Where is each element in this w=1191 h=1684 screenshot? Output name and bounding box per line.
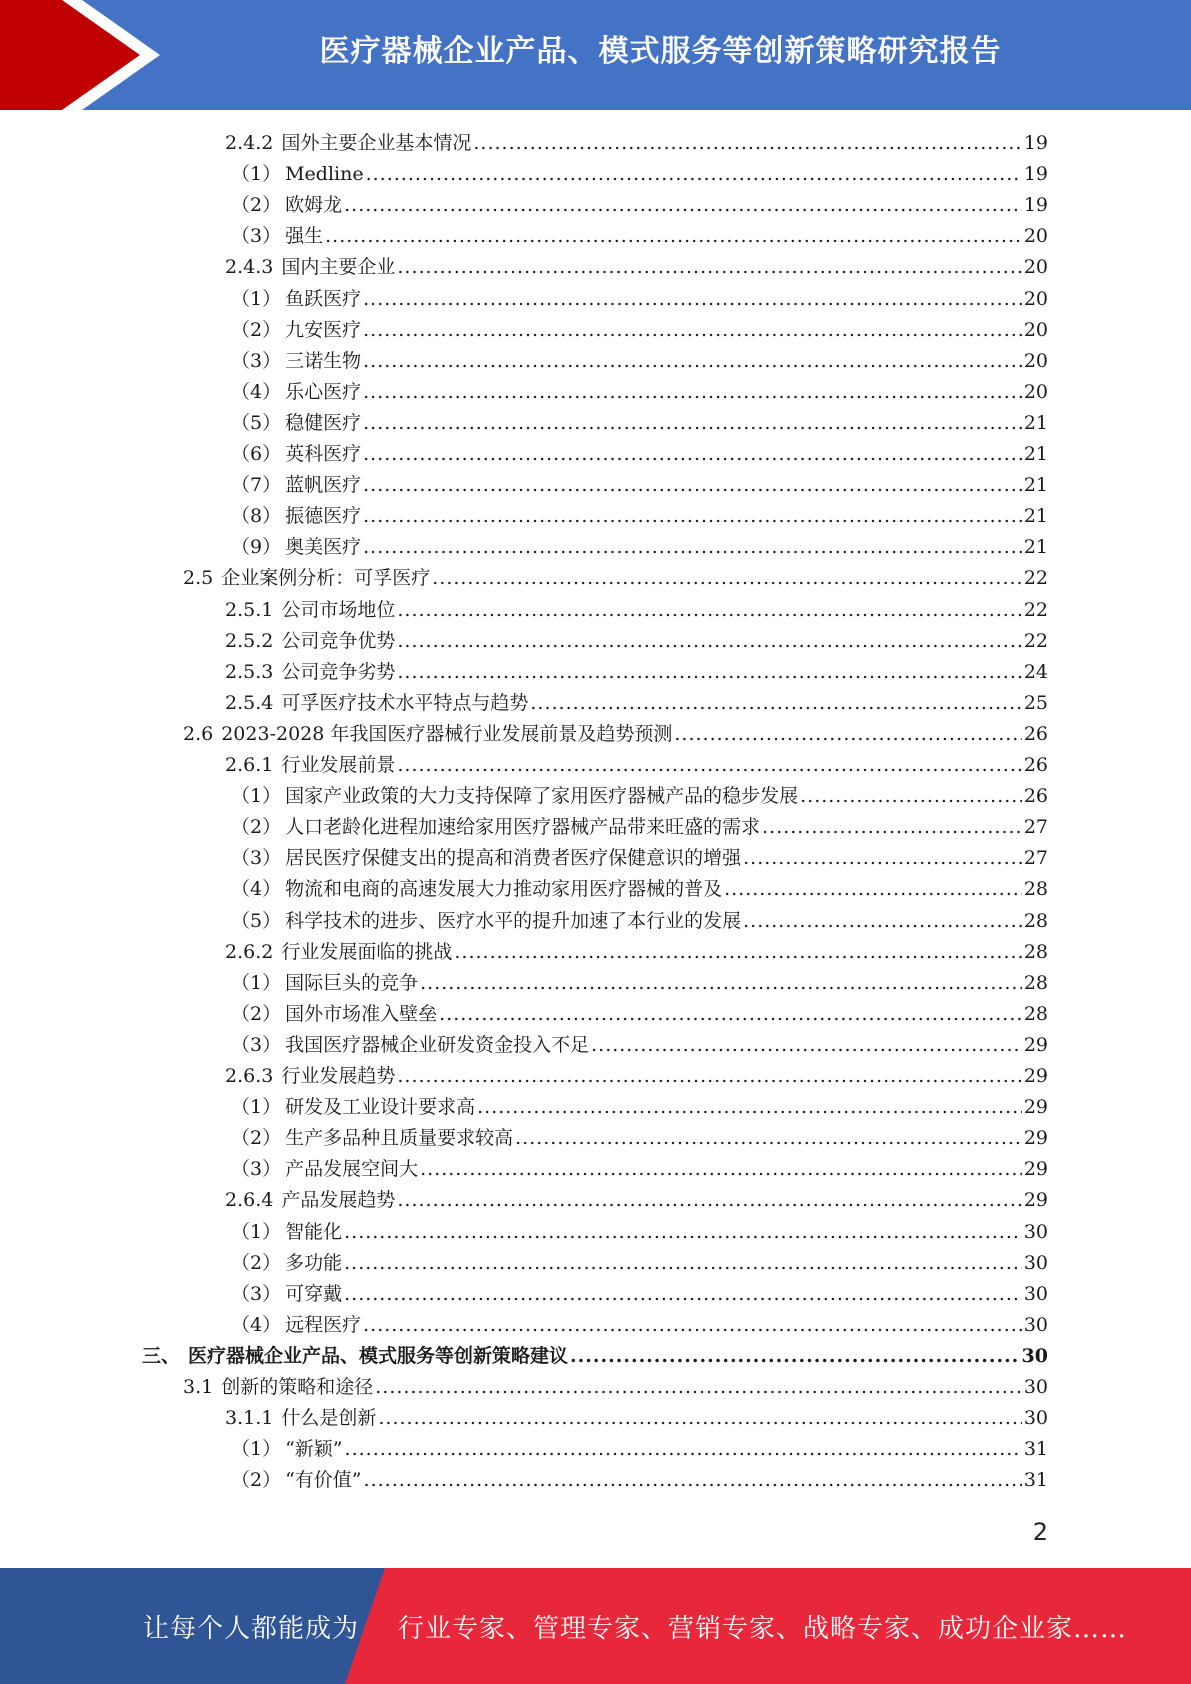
toc-entry-number: （2） <box>231 1469 282 1492</box>
toc-dot-leader <box>363 284 1022 315</box>
toc-entry-title: 远程医疗 <box>285 1313 362 1336</box>
toc-entry[interactable] <box>231 1030 1048 1061</box>
toc-entry-number: （3） <box>231 349 282 372</box>
toc-entry[interactable] <box>231 1217 1048 1248</box>
toc-entry-title: 我国医疗器械企业研发资金投入不足 <box>285 1033 590 1056</box>
toc-dot-leader <box>473 128 1021 159</box>
toc-entry[interactable] <box>225 252 1048 283</box>
toc-entry-title: 蓝帆医疗 <box>285 474 362 497</box>
toc-entry-number: （4） <box>231 1313 282 1336</box>
toc-entry[interactable] <box>231 408 1048 439</box>
toc-entry-title: 国家产业政策的大力支持保障了家用医疗器械产品的稳步发展 <box>285 785 799 808</box>
toc-entry-number: （1） <box>231 1096 282 1119</box>
toc-dot-leader <box>363 470 1022 501</box>
toc-entry-title: 奥美医疗 <box>285 536 362 559</box>
toc-entry[interactable] <box>231 1310 1048 1341</box>
toc-entry[interactable] <box>231 968 1048 999</box>
toc-entry-number: （8） <box>231 505 282 528</box>
toc-dot-leader <box>420 1154 1022 1185</box>
toc-entry[interactable] <box>231 1154 1048 1185</box>
toc-entry[interactable] <box>231 1465 1048 1496</box>
toc-entry-page: 30 <box>1023 1282 1048 1305</box>
toc-entry-page: 21 <box>1023 536 1048 559</box>
toc-dot-leader <box>344 1248 1022 1279</box>
toc-dot-leader <box>363 532 1022 563</box>
toc-dot-leader <box>344 1279 1022 1310</box>
toc-entry-page: 22 <box>1023 629 1048 652</box>
toc-entry-title: 生产多品种且质量要求较高 <box>285 1127 514 1150</box>
toc-entry[interactable] <box>225 1185 1048 1216</box>
toc-entry-title: 智能化 <box>285 1220 343 1243</box>
toc-entry-number: （1） <box>231 163 282 186</box>
toc-dot-leader <box>591 1030 1022 1061</box>
toc-entry-page: 20 <box>1023 380 1048 403</box>
toc-entry-number: 2.6 <box>183 722 214 745</box>
toc-entry-page: 20 <box>1023 225 1048 248</box>
toc-dot-leader <box>363 439 1022 470</box>
toc-entry-page: 29 <box>1023 1189 1048 1212</box>
toc-entry-number: （2） <box>231 1251 282 1274</box>
toc-entry-number: 3.1.1 <box>225 1407 274 1430</box>
toc-entry[interactable] <box>231 315 1048 346</box>
toc-entry[interactable] <box>231 999 1048 1030</box>
footer-slogan-left: 让每个人都能成为 <box>143 1614 360 1644</box>
toc-entry[interactable] <box>225 1061 1048 1092</box>
toc-dot-leader <box>439 999 1022 1030</box>
toc-entry[interactable] <box>231 781 1048 812</box>
toc-dot-leader <box>363 1310 1022 1341</box>
toc-dot-leader <box>420 968 1022 999</box>
toc-entry[interactable] <box>231 190 1048 221</box>
toc-dot-leader <box>397 1061 1021 1092</box>
toc-entry-title: 2023-2028 年我国医疗器械行业发展前景及趋势预测 <box>221 722 673 745</box>
toc-entry-number: （2） <box>231 816 282 839</box>
toc-entry-page: 22 <box>1023 598 1048 621</box>
toc-entry-title: 医疗器械企业产品、模式服务等创新策略建议 <box>188 1344 569 1367</box>
toc-entry-page: 29 <box>1023 1033 1048 1056</box>
toc-entry-number: （7） <box>231 474 282 497</box>
toc-entry-page: 26 <box>1023 754 1048 776</box>
toc-entry-number: 2.6.3 <box>225 1065 274 1087</box>
toc-entry[interactable] <box>231 532 1048 563</box>
toc-entry-number: （4） <box>231 878 282 901</box>
toc-dot-leader <box>724 874 1022 905</box>
toc-entry-page: 28 <box>1023 909 1048 932</box>
toc-entry-title: 行业发展趋势 <box>281 1065 396 1087</box>
toc-entry[interactable] <box>142 1341 1048 1372</box>
toc-entry-title: 国外市场准入壁垒 <box>285 1002 438 1025</box>
toc-entry-number: 2.6.4 <box>225 1189 274 1212</box>
toc-entry-page: 21 <box>1023 474 1048 497</box>
toc-dot-leader <box>363 346 1022 377</box>
toc-entry-title: 稳健医疗 <box>285 411 362 434</box>
toc-entry-number: （3） <box>231 847 282 870</box>
toc-entry-page: 28 <box>1023 1002 1048 1025</box>
toc-entry-number: （2） <box>231 1127 282 1150</box>
toc-entry-number: （2） <box>231 318 282 341</box>
page-header <box>0 0 1191 110</box>
toc-entry[interactable] <box>231 1434 1048 1465</box>
toc-entry-number: （4） <box>231 380 282 403</box>
toc-entry-title: 企业案例分析：可孚医疗 <box>221 567 431 590</box>
toc-dot-leader <box>454 937 1021 968</box>
toc-entry-page: 22 <box>1023 567 1048 590</box>
report-title: 医疗器械企业产品、模式服务等创新策略研究报告 <box>319 34 1002 69</box>
toc-dot-leader <box>397 657 1021 688</box>
toc-entry-title: 居民医疗保健支出的提高和消费者医疗保健意识的增强 <box>285 847 742 870</box>
toc-entry-page: 30 <box>1023 1313 1048 1336</box>
toc-entry-page: 19 <box>1023 163 1048 186</box>
toc-dot-leader <box>364 1465 1022 1496</box>
toc-entry-title: 物流和电商的高速发展大力推动家用医疗器械的普及 <box>285 878 723 901</box>
toc-entry-title: 行业发展前景 <box>281 754 396 776</box>
toc-entry-number: （1） <box>231 1438 282 1461</box>
toc-entry-page: 28 <box>1023 971 1048 994</box>
toc-entry-title: 乐心医疗 <box>285 380 362 403</box>
toc-entry-number: （3） <box>231 1033 282 1056</box>
toc-dot-leader <box>743 843 1022 874</box>
toc-entry[interactable] <box>231 1248 1048 1279</box>
toc-entry-title: 可孚医疗技术水平特点与趋势 <box>281 691 529 714</box>
toc-entry[interactable] <box>183 563 1048 594</box>
toc-entry[interactable] <box>231 812 1048 843</box>
toc-entry-page: 29 <box>1023 1065 1048 1087</box>
toc-entry[interactable] <box>231 346 1048 377</box>
toc-entry-page: 31 <box>1023 1438 1048 1461</box>
toc-dot-leader <box>344 190 1022 221</box>
toc-entry-page: 29 <box>1023 1096 1048 1119</box>
toc-dot-leader <box>397 750 1021 781</box>
toc-entry[interactable] <box>231 284 1048 315</box>
toc-dot-leader <box>363 377 1022 408</box>
page-footer <box>0 1568 1191 1684</box>
toc-entry-page: 26 <box>1023 785 1048 808</box>
toc-entry[interactable] <box>231 501 1048 532</box>
toc-dot-leader <box>397 252 1021 283</box>
toc-entry-page: 27 <box>1023 816 1048 839</box>
toc-entry[interactable] <box>183 1372 1048 1403</box>
toc-entry-title: Medline <box>285 163 364 186</box>
toc-entry-number: （6） <box>231 443 282 465</box>
toc-entry-title: 英科医疗 <box>285 443 362 465</box>
toc-entry-page: 30 <box>1023 1251 1048 1274</box>
toc-entry-title: 产品发展趋势 <box>281 1189 396 1212</box>
toc-dot-leader <box>432 563 1022 594</box>
toc-entry-title: 公司竞争优势 <box>281 629 396 652</box>
toc-dot-leader <box>363 501 1022 532</box>
toc-entry-page: 30 <box>1023 1220 1048 1243</box>
toc-entry-title: 公司竞争劣势 <box>281 660 396 683</box>
toc-entry-title: “新颖” <box>285 1438 343 1461</box>
toc-entry-number: （5） <box>231 909 282 932</box>
toc-entry-title: 创新的策略和途径 <box>221 1376 374 1398</box>
toc-dot-leader <box>363 408 1022 439</box>
toc-entry-page: 31 <box>1023 1469 1048 1492</box>
toc-dot-leader <box>397 626 1021 657</box>
toc-entry-number: 2.4.2 <box>225 132 274 154</box>
toc-dot-leader <box>743 906 1022 937</box>
toc-entry-number: （3） <box>231 1282 282 1305</box>
toc-dot-leader <box>762 812 1022 843</box>
toc-entry-title: 国外主要企业基本情况 <box>281 132 472 154</box>
toc-entry-title: 公司市场地位 <box>281 598 396 621</box>
toc-dot-leader <box>674 719 1021 750</box>
toc-entry-number: （1） <box>231 1220 282 1243</box>
toc-entry-title: 强生 <box>285 225 324 248</box>
toc-entry-page: 30 <box>1023 1376 1048 1398</box>
toc-entry-title: “有价值” <box>285 1469 362 1492</box>
toc-entry-page: 29 <box>1023 1158 1048 1181</box>
toc-entry-title: 产品发展空间大 <box>285 1158 419 1181</box>
toc-dot-leader <box>800 781 1022 812</box>
toc-entry-page: 24 <box>1023 660 1048 683</box>
toc-entry-page: 30 <box>1021 1344 1048 1367</box>
toc-entry-number: 2.5.3 <box>225 660 274 683</box>
toc-entry-page: 30 <box>1023 1407 1048 1430</box>
toc-entry-title: 可穿戴 <box>285 1282 343 1305</box>
toc-entry-title: 鱼跃医疗 <box>285 287 362 310</box>
toc-entry[interactable] <box>225 657 1048 688</box>
toc-entry-page: 21 <box>1023 411 1048 434</box>
toc-entry-page: 19 <box>1023 194 1048 217</box>
toc-entry-page: 25 <box>1023 691 1048 714</box>
toc-entry[interactable] <box>231 1123 1048 1154</box>
toc-entry-title: 国际巨头的竞争 <box>285 971 419 994</box>
toc-entry[interactable] <box>231 874 1048 905</box>
toc-dot-leader <box>570 1341 1020 1372</box>
toc-entry-page: 20 <box>1023 256 1048 279</box>
toc-entry-page: 21 <box>1023 443 1048 465</box>
toc-entry-page: 19 <box>1023 132 1048 154</box>
toc-dot-leader <box>515 1123 1022 1154</box>
toc-entry-title: 三诺生物 <box>285 349 362 372</box>
toc-entry-page: 20 <box>1023 318 1048 341</box>
toc-entry[interactable] <box>225 1403 1048 1434</box>
toc-entry[interactable] <box>225 937 1048 968</box>
toc-entry-page: 27 <box>1023 847 1048 870</box>
toc-entry-page: 28 <box>1023 878 1048 901</box>
toc-dot-leader <box>344 1217 1022 1248</box>
toc-entry-title: 九安医疗 <box>285 318 362 341</box>
toc-entry-page: 20 <box>1023 287 1048 310</box>
toc-entry[interactable] <box>225 626 1048 657</box>
toc-entry[interactable] <box>231 377 1048 408</box>
toc-dot-leader <box>345 1434 1022 1465</box>
toc-entry[interactable] <box>231 439 1048 470</box>
toc-entry[interactable] <box>231 1279 1048 1310</box>
toc-entry-number: 2.5.4 <box>225 691 274 714</box>
toc-entry-page: 20 <box>1023 349 1048 372</box>
toc-entry-number: 三、 <box>142 1344 181 1367</box>
toc-entry-number: （2） <box>231 194 282 217</box>
toc-entry-page: 21 <box>1023 505 1048 528</box>
toc-entry-page: 29 <box>1023 1127 1048 1150</box>
toc-entry[interactable] <box>225 128 1048 159</box>
toc-dot-leader <box>378 1403 1021 1434</box>
toc-entry-number: （1） <box>231 287 282 310</box>
toc-dot-leader <box>477 1092 1022 1123</box>
toc-entry-page: 26 <box>1023 722 1048 745</box>
toc-entry[interactable] <box>225 750 1048 781</box>
toc-dot-leader <box>397 595 1021 626</box>
page-number: 2 <box>1032 1518 1048 1546</box>
toc-entry-number: （1） <box>231 785 282 808</box>
toc-entry-title: 欧姆龙 <box>285 194 343 217</box>
toc-entry-page: 28 <box>1023 940 1048 963</box>
toc-entry-title: 行业发展面临的挑战 <box>281 940 453 963</box>
toc-entry-title: 科学技术的进步、医疗水平的提升加速了本行业的发展 <box>285 909 742 932</box>
toc-dot-leader <box>363 315 1022 346</box>
toc-entry-number: （1） <box>231 971 282 994</box>
toc-entry[interactable] <box>231 1092 1048 1123</box>
toc-entry[interactable] <box>231 221 1048 252</box>
toc-dot-leader <box>375 1372 1022 1403</box>
toc-entry[interactable] <box>231 159 1048 190</box>
toc-entry-number: （3） <box>231 225 282 248</box>
toc-entry-number: （3） <box>231 1158 282 1181</box>
toc-entry[interactable] <box>231 906 1048 937</box>
toc-entry-number: （9） <box>231 536 282 559</box>
toc-entry-number: （5） <box>231 411 282 434</box>
toc-entry-title: 什么是创新 <box>281 1407 377 1430</box>
toc-entry-number: 2.6.2 <box>225 940 274 963</box>
toc-dot-leader <box>325 221 1022 252</box>
toc-entry-title: 振德医疗 <box>285 505 362 528</box>
toc-entry-number: 2.5.1 <box>225 598 274 621</box>
toc-dot-leader <box>366 159 1022 190</box>
toc-entry[interactable] <box>231 470 1048 501</box>
toc-entry[interactable] <box>183 719 1048 750</box>
toc-dot-leader <box>530 688 1021 719</box>
toc-entry-number: 2.5 <box>183 567 214 590</box>
toc-dot-leader <box>397 1185 1021 1216</box>
toc-entry-number: 2.5.2 <box>225 629 274 652</box>
toc-entry[interactable] <box>225 595 1048 626</box>
toc-entry-number: （2） <box>231 1002 282 1025</box>
toc-entry-number: 3.1 <box>183 1376 214 1398</box>
toc-entry-number: 2.4.3 <box>225 256 274 279</box>
toc-entry-number: 2.6.1 <box>225 754 274 776</box>
toc-entry[interactable] <box>225 688 1048 719</box>
toc-entry-title: 多功能 <box>285 1251 343 1274</box>
footer-slogan-right: 行业专家、管理专家、营销专家、战略专家、成功企业家…… <box>398 1614 1128 1644</box>
toc-entry-title: 人口老龄化进程加速给家用医疗器械产品带来旺盛的需求 <box>285 816 761 839</box>
toc-entry-title: 研发及工业设计要求高 <box>285 1096 476 1119</box>
toc-entry[interactable] <box>231 843 1048 874</box>
toc-entry-title: 国内主要企业 <box>281 256 396 279</box>
